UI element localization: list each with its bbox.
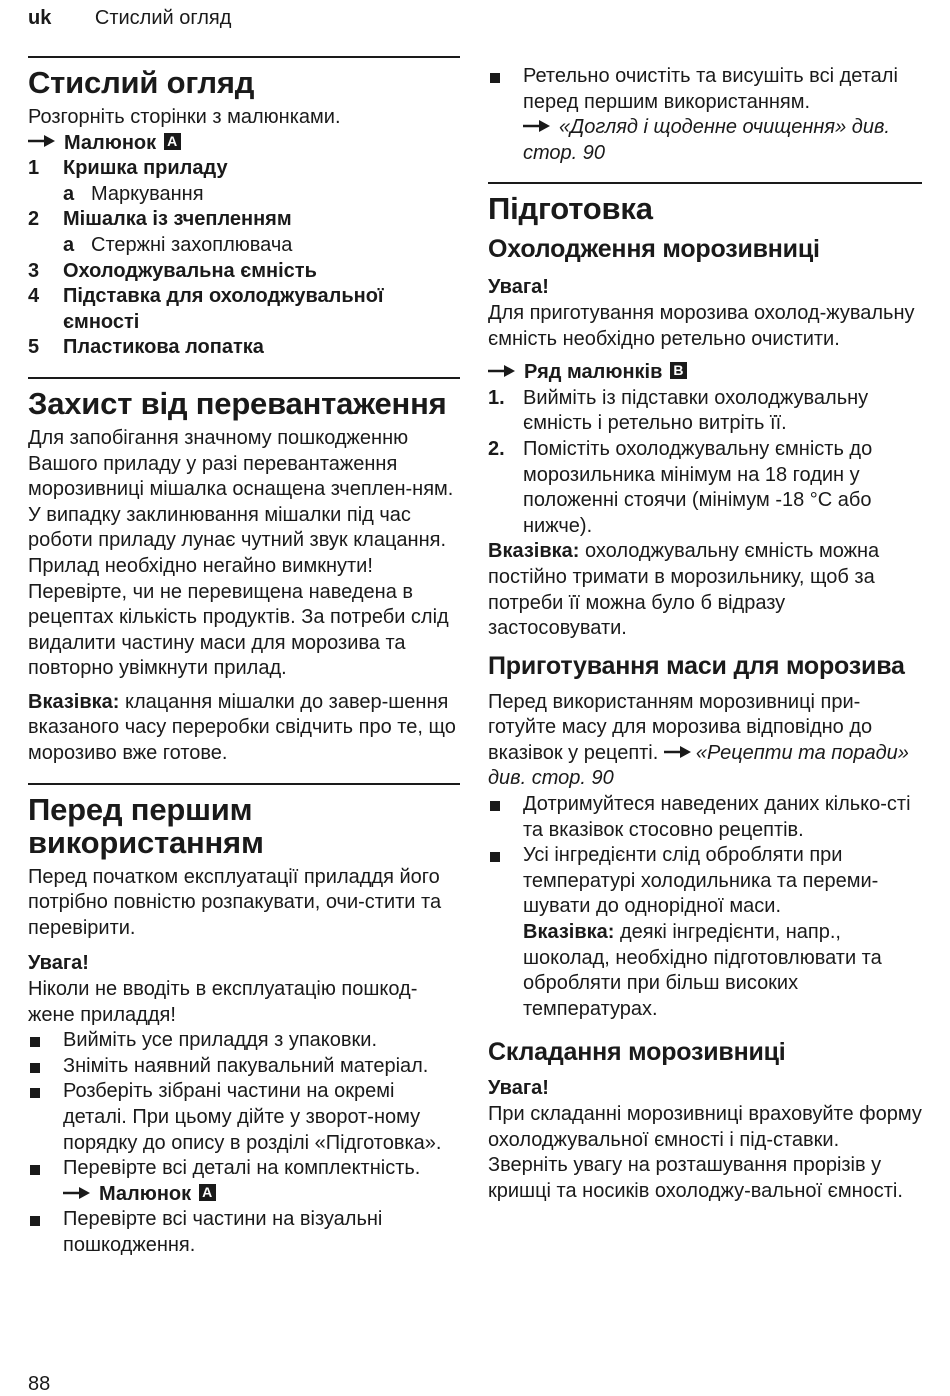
note-text: клацання мішалки до завер-шення вказаного часу переробки свідчить про те, що морозиво вже готове.: [28, 690, 456, 765]
figure-letter-badge: A: [164, 133, 181, 150]
bullet-square-icon: [30, 1063, 40, 1073]
list-item: Перевірте всі частини на візуальні пошкодження.: [28, 1207, 460, 1258]
part-subitem: [28, 182, 460, 208]
part-item: [28, 156, 460, 182]
arrow-right-icon: [28, 134, 56, 148]
note-label: Вказівка:: [28, 690, 120, 713]
overview-title: Стислий огляд: [28, 65, 255, 100]
bullet-square-icon: [490, 73, 500, 83]
figure-label: Малюнок: [64, 131, 157, 154]
figure-reference: [488, 360, 922, 386]
cross-reference: [523, 115, 922, 166]
arrow-right-icon: [523, 119, 551, 133]
part-number: 5: [28, 336, 40, 359]
figure-label: Малюнок: [99, 1182, 192, 1205]
attention-label: Увага!: [28, 952, 89, 975]
note-text: деякі інгредієнти, напр., шоколад, необхідно підготовлювати та обробляти при більш високих температурах.: [523, 921, 882, 1020]
bullet-square-icon: [30, 1037, 40, 1047]
bullet-square-icon: [490, 801, 500, 811]
part-name: Пластикова лопатка: [63, 336, 264, 359]
note-label: Вказівка:: [523, 921, 615, 944]
part-number: 4: [28, 285, 40, 308]
section-rule: [488, 182, 922, 184]
step-number: 2.: [488, 437, 505, 460]
overload-note: [28, 690, 460, 767]
part-name: Мішалка із зчепленням: [63, 208, 292, 231]
mass-intro: Перед використанням морозивниці при-готуйте масу для морозива відповідно до вказівок у рецепті. «Рецепти та поради» див. стор. 90: [488, 690, 909, 790]
part-item: [28, 207, 460, 233]
mass-title: Приготування маси для морозива: [488, 651, 905, 680]
attention-label: Увага!: [488, 276, 549, 299]
step-number: 1.: [488, 386, 505, 409]
subitem-letter: a: [63, 182, 75, 205]
cooling-title: Охолодження морозивниці: [488, 235, 820, 264]
parts-list: [28, 156, 460, 361]
mass-note: [523, 920, 922, 1022]
reference-text: «Рецепти та поради» див. стор. 90: [488, 741, 909, 790]
cooling-steps: [488, 386, 922, 540]
list-item: Усі інгредієнти слід обробляти при температурі холодильника та переми-шувати до однорідної маси. Вказівка: деякі інгредієнти, напр., шоколад, необхідно підготовлювати та обробляти при більш високих температурах.: [488, 843, 922, 1022]
bullet-square-icon: [30, 1088, 40, 1098]
page-number: 88: [28, 1373, 51, 1395]
header-title: Стислий огляд: [94, 7, 232, 29]
mass-bullets: [488, 792, 922, 1022]
arrow-right-icon: [488, 364, 516, 378]
bullet-square-icon: [490, 852, 500, 862]
part-name: Охолоджувальна ємність: [63, 259, 317, 282]
overview-intro: Розгорніть сторінки з малюнками.: [28, 106, 341, 128]
numbered-step: [488, 386, 922, 437]
figure-reference: [28, 131, 460, 157]
figure-letter-badge: A: [199, 1184, 216, 1201]
part-subitem: [28, 233, 460, 259]
first-use-steps: [28, 1028, 460, 1258]
part-item: [28, 284, 460, 335]
part-number: 1: [28, 157, 40, 180]
arrow-right-icon: [664, 745, 692, 759]
prep-title: Підготовка: [488, 191, 653, 227]
first-use-intro: Перед початком експлуатації приладдя його потрібно повністю розпакувати, очи-стити та перевірити.: [28, 865, 442, 939]
part-name: Підставка для охолоджувальної ємності: [63, 285, 384, 333]
list-item: Вийміть усе приладдя з упаковки.: [28, 1028, 460, 1054]
right-column: [488, 64, 922, 1204]
list-item: Розберіть зібрані частини на окремі деталі. При цьому дійте у зворот-ному порядку до опису в розділі «Підготовка».: [28, 1079, 460, 1156]
list-item: Перевірте всі деталі на комплектність. Малюнок A: [28, 1156, 460, 1207]
part-number: 3: [28, 259, 40, 282]
subitem-text: Маркування: [91, 182, 204, 205]
note-label: Вказівка:: [488, 540, 580, 563]
step-text: Помістіть охолоджувальну ємність до морозильника мінімум на 18 годин у положенні стоячи (мінімум -18 °C або нижче).: [523, 437, 873, 537]
part-item: [28, 259, 460, 285]
list-item: Ретельно очистіть та висушіть всі деталі перед першим використанням. «Догляд і щоденне очищення» див. стор. 90: [488, 64, 922, 166]
part-name: Кришка приладу: [63, 157, 228, 180]
reference-text: «Догляд і щоденне очищення» див. стор. 90: [523, 116, 890, 164]
list-item: Зніміть наявний пакувальний матеріал.: [28, 1054, 460, 1080]
bullet-square-icon: [30, 1216, 40, 1226]
arrow-right-icon: [63, 1186, 91, 1200]
warning-text: Ніколи не вводіть в експлуатацію пошкод-жене приладдя!: [28, 978, 418, 1026]
figure-reference: [63, 1182, 460, 1208]
section-rule: [28, 56, 460, 58]
step-text: Вийміть із підставки охолоджувальну ємність і ретельно витріть її.: [523, 386, 869, 435]
part-item: [28, 335, 460, 361]
page-header: [28, 6, 231, 30]
attention-label: Увага!: [488, 1077, 549, 1100]
section-rule: [28, 783, 460, 785]
language-code: uk: [28, 7, 52, 29]
numbered-step: [488, 437, 922, 539]
part-number: 2: [28, 208, 40, 231]
first-use-steps-continued: [488, 64, 922, 166]
subitem-text: Стержні захоплювача: [91, 233, 293, 256]
overload-paragraph: Прилад необхідно негайно вимкнути! Перевірте, чи не перевищена наведена в рецептах кількість продуктів. За потреби слід видалити частину маси для морозива та повторно увімкнути прилад.: [28, 554, 449, 680]
section-rule: [28, 377, 460, 379]
note-text: охолоджувальну ємність можна постійно тримати в морозильнику, щоб за потреби її можна було б відразу застосовувати.: [488, 540, 880, 640]
list-item: Дотримуйтеся наведених даних кілько-сті та вказівок стосовно рецептів.: [488, 792, 922, 843]
figure-label: Ряд малюнків: [524, 361, 663, 384]
overload-paragraph: Для запобігання значному пошкодженню Вашого приладу у разі перевантаження морозивниці мішалка оснащена зчеплен-ням. У випадку заклинювання мішалки під час роботи приладу лунає чутний звук клацання.: [28, 426, 454, 552]
overload-title: Захист від перевантаження: [28, 385, 447, 421]
assembly-text: При складанні морозивниці враховуйте форму охолоджувальної ємності і під-ставки. Зверніть увагу на розташування прорізів у кришці та носиків охолоджу-вальної ємності.: [488, 1103, 922, 1202]
assembly-title: Складання морозивниці: [488, 1038, 786, 1067]
left-column: [28, 56, 460, 1259]
warning-text: Для приготування морозива охолод-жувальну ємність необхідно ретельно очистити.: [488, 301, 915, 350]
subitem-letter: a: [63, 233, 75, 256]
first-use-title: Перед першим використанням: [28, 791, 264, 860]
cooling-note: [488, 539, 922, 641]
bullet-square-icon: [30, 1165, 40, 1175]
figure-letter-badge: B: [670, 362, 687, 379]
